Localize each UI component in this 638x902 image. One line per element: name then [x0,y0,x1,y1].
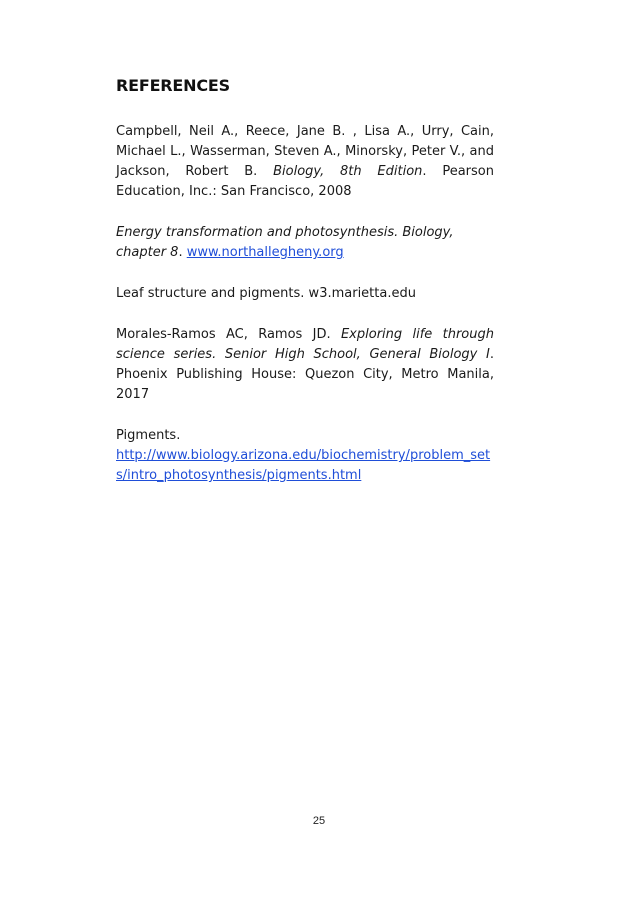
reference-link-arizona[interactable]: http://www.biology.arizona.edu/biochemistry/problem_sets/intro_photosynthesis/pigments.html [116,448,491,483]
reference-publisher: . Phoenix Publishing House: Quezon City, Metro Manila, 2017 [116,347,494,402]
reference-title: Biology, 8th Edition [273,164,423,179]
page-heading: REFERENCES [116,76,230,95]
reference-separator: . [178,245,187,260]
page-number: 25 [312,815,326,827]
reference-text: Leaf structure and pigments. w3.marietta.edu [116,286,416,301]
reference-morales-ramos [116,325,494,405]
reference-title: Energy transformation and photosynthesis. Biology, chapter 8 [116,225,454,260]
reference-energy-transformation [116,223,494,263]
reference-campbell [116,122,494,202]
reference-link-northallegheny[interactable]: www.northallegheny.org [186,245,344,260]
reference-title: Exploring life through science series. Senior High School, General Biology I [116,327,494,362]
reference-authors: Morales-Ramos AC, Ramos JD. [116,327,341,342]
reference-title: Pigments. [116,428,181,443]
reference-leaf-structure [116,284,494,304]
reference-authors: Campbell, Neil A., Reece, Jane B. , Lisa A., Urry, Cain, Michael L., Wasserman, Steven A., Minorsky, Peter V., and Jackson, Robert B. [116,124,494,179]
reference-pigments [116,426,494,486]
reference-list [116,122,494,507]
reference-publisher: . Pearson Education, Inc.: San Francisco, 2008 [116,164,494,199]
